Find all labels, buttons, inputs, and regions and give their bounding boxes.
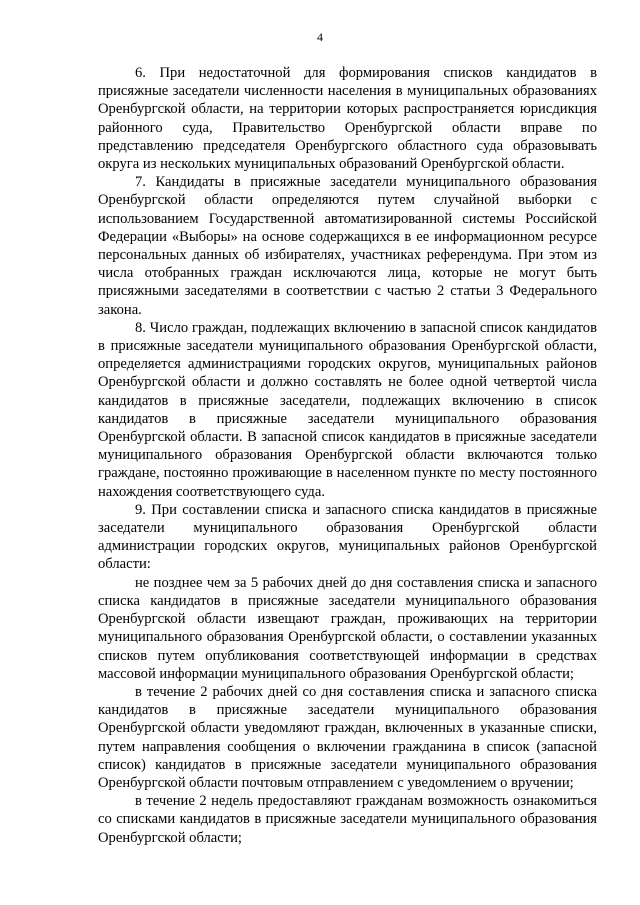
paragraph-6: 6. При недостаточной для формирования списков кандидатов в присяжные заседатели численности населения в муниципальных образованиях Оренбургской области, на территории которых распространяется юрисдикция районного суда, Правительство Оренбургской области вправе по представлению председателя Оренбургского областного суда образовывать округа из нескольких муниципальных образований Оренбургской области. [98,65,597,173]
paragraph-7: 7. Кандидаты в присяжные заседатели муниципального образования Оренбургской области определяются путем случайной выборки с использованием Государственной автоматизированной системы Российской Федерации «Выборы» на основе содержащихся в ее информационном ресурсе персональных данных об избирателях, участниках референдума. При этом из числа отобранных граждан исключаются лица, которые не могут быть присяжными заседателями в соответствии с частью 2 статьи 3 Федерального закона. [98,174,597,318]
paragraph-9-item-notify-publication: не позднее чем за 5 рабочих дней до дня составления списка и запасного списка кандидатов в присяжные заседатели муниципального образования Оренбургской области извещают граждан, проживающих на территории муниципального образования Оренбургской области, о составлении указанных списков путем опубликования соответствующей информации в средствах массовой информации муниципального образования Оренбургской области; [98,574,597,682]
document-body [98,64,597,847]
paragraph-9-item-access-lists: в течение 2 недель предоставляют гражданам возможность ознакомиться со списками кандидатов в присяжные заседатели муниципального образования Оренбургской области; [98,793,597,846]
paragraph-9-item-notify-citizens: в течение 2 рабочих дней со дня составления списка и запасного списка кандидатов в присяжные заседатели муниципального образования Оренбургской области уведомляют граждан, включенных в указанные списки, путем направления сообщения о включении гражданина в список (запасной список) кандидатов в присяжные заседатели муниципального образования Оренбургской области почтовым отправлением с уведомлением о вручении; [98,683,597,791]
page-number: 4 [317,30,323,44]
paragraph-8: 8. Число граждан, подлежащих включению в запасной список кандидатов в присяжные заседатели муниципального образования Оренбургской области, определяется администрациями городских округов, муниципальных районов Оренбургской области и должно составлять не более одной четвертой числа кандидатов в присяжные заседатели, подлежащих включению в список кандидатов в присяжные заседатели муниципального образования Оренбургской области. В запасной список кандидатов в присяжные заседатели муниципального образования Оренбургской области включаются только граждане, постоянно проживающие в населенном пункте по месту постоянного нахождения соответствующего суда. [98,319,597,500]
paragraph-9: 9. При составлении списка и запасного списка кандидатов в присяжные заседатели муниципального образования Оренбургской области администрации городских округов, муниципальных районов Оренбургской области: [98,501,597,573]
